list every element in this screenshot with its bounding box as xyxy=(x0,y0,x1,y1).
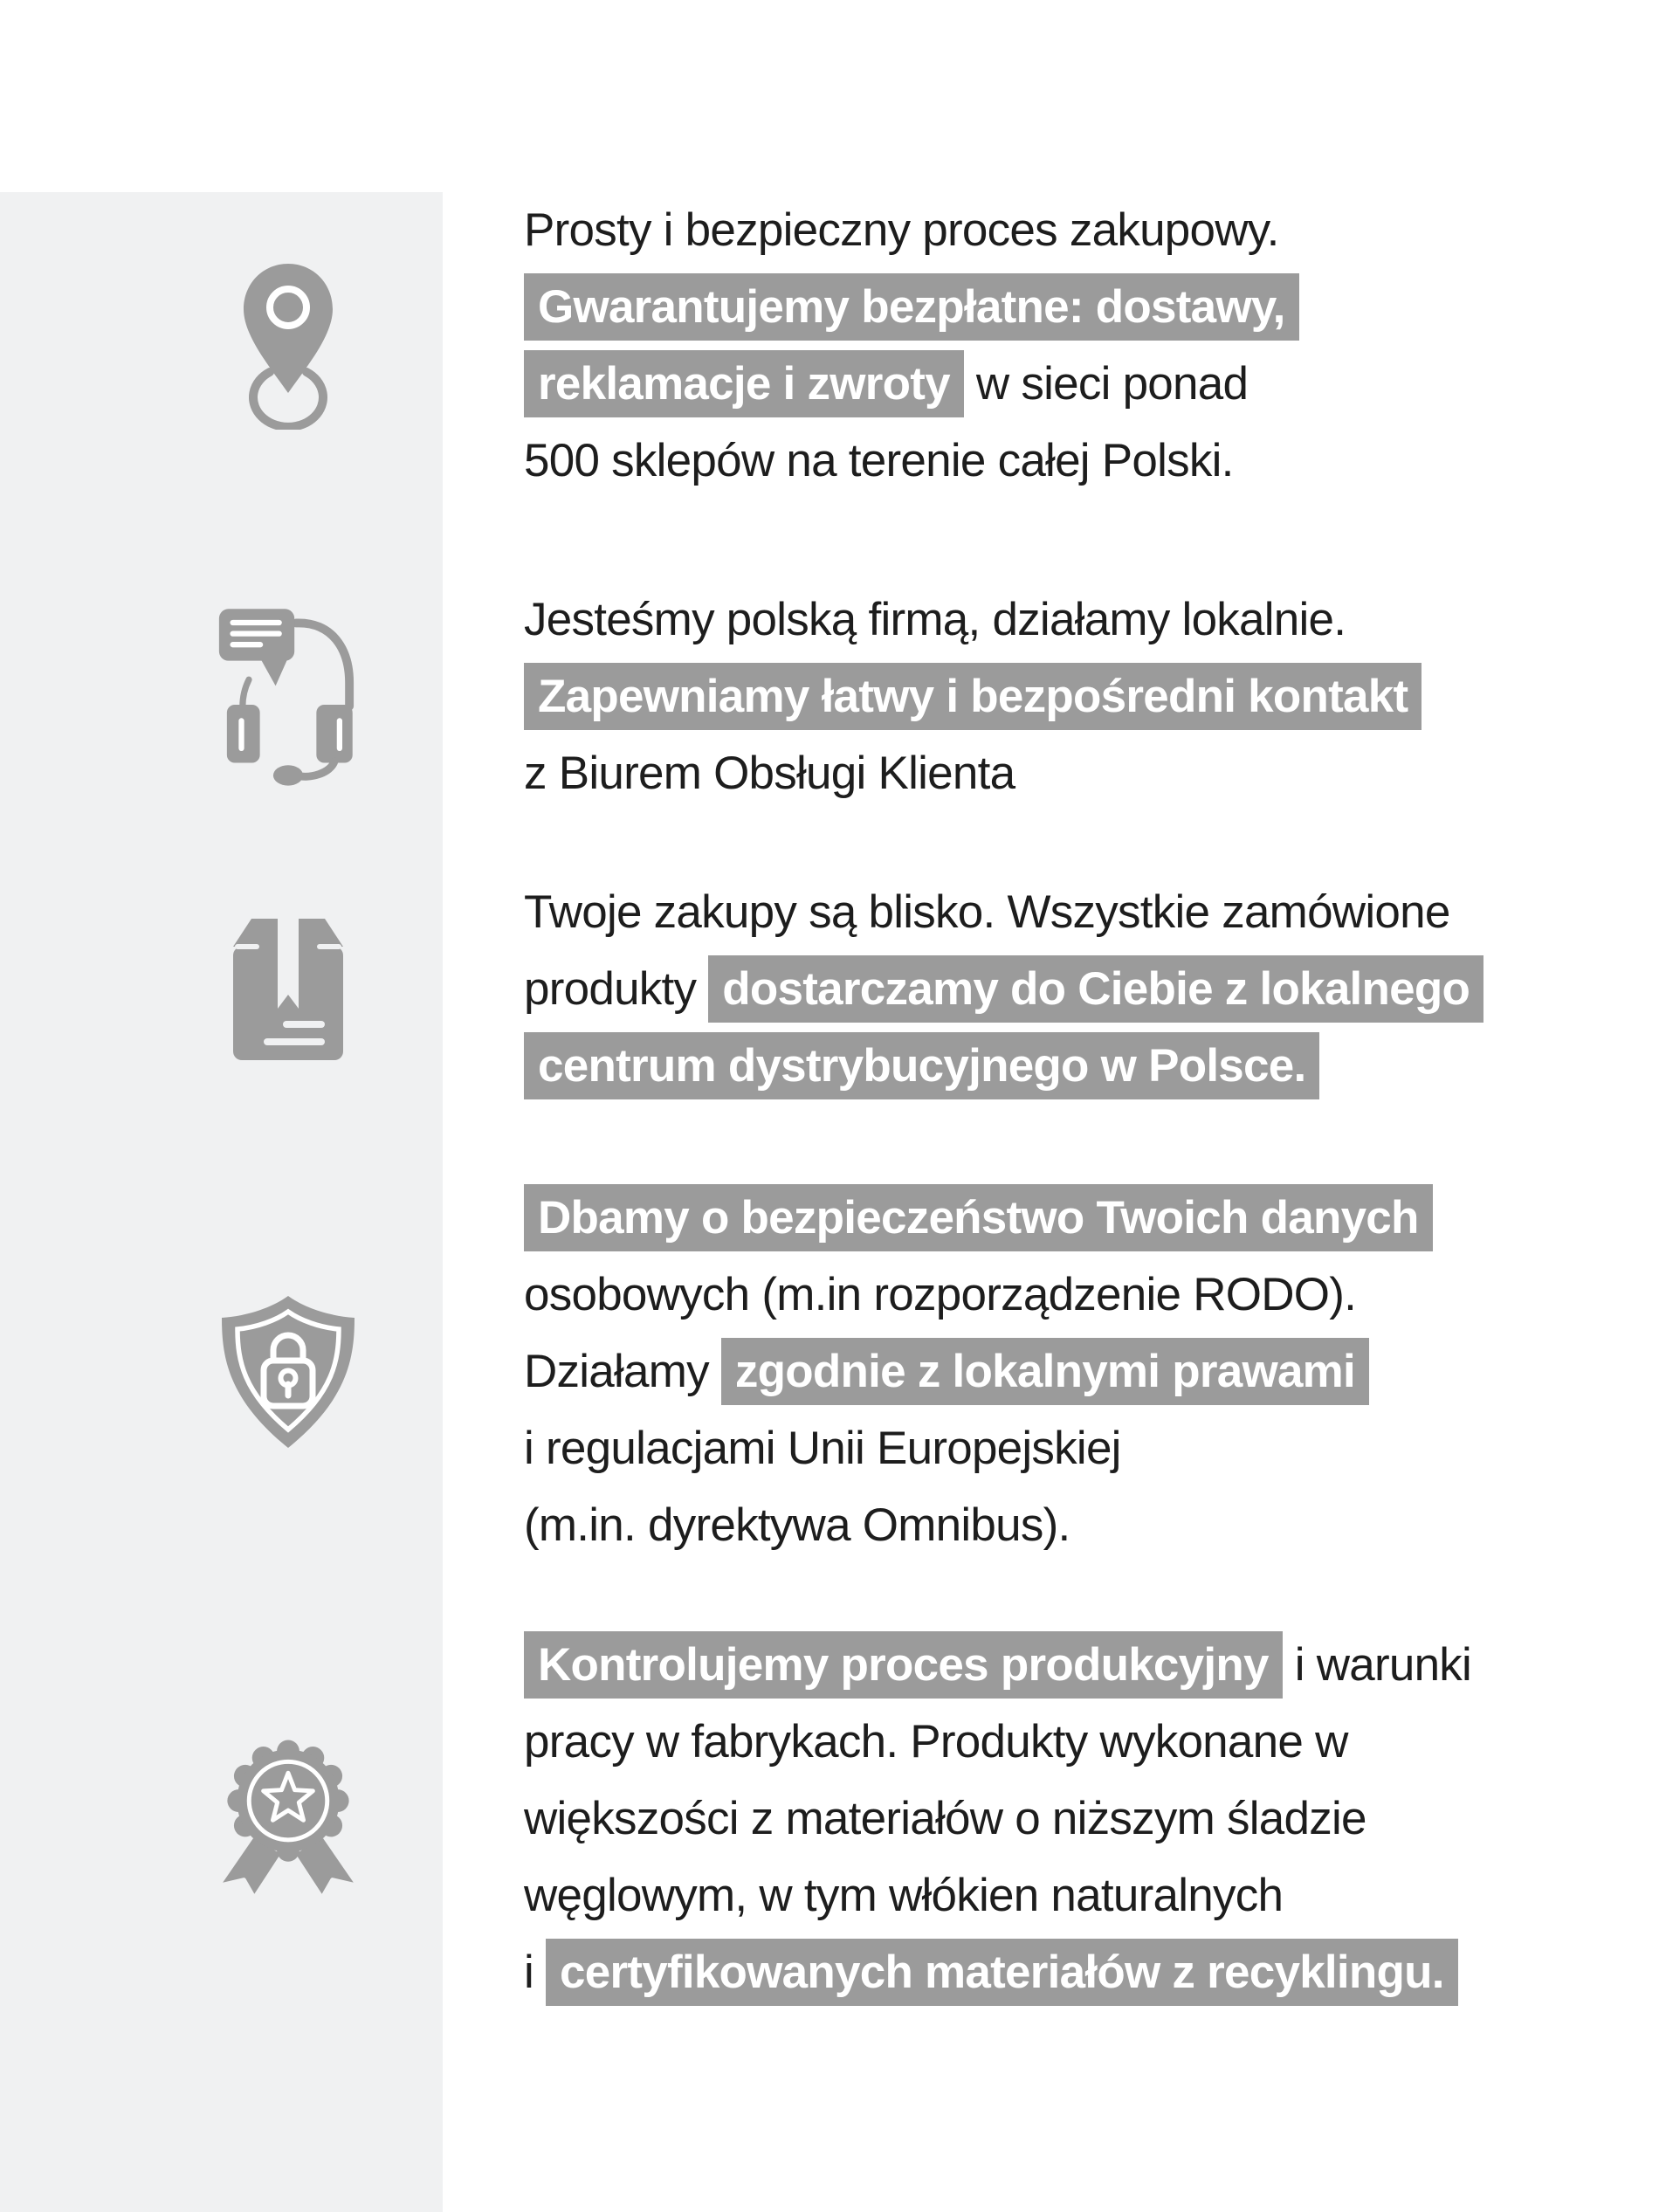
icon-column xyxy=(0,582,443,812)
icon-column xyxy=(0,1627,443,2011)
highlighted-text-segment: Dbamy o bezpieczeństwo Twoich danych xyxy=(524,1184,1433,1251)
location-pin-icon xyxy=(242,262,334,430)
text-segment: z Biurem Obsługi Klienta xyxy=(524,748,1015,799)
benefit-text-line xyxy=(524,1410,1433,1487)
award-badge-icon xyxy=(208,1739,369,1900)
text-segment: Prosty i bezpieczny proces zakupowy. xyxy=(524,204,1279,256)
highlighted-text-segment: Kontrolujemy proces produkcyjny xyxy=(524,1631,1283,1699)
benefit-production-control xyxy=(0,1627,1659,2011)
highlighted-text-segment: zgodnie z lokalnymi prawami xyxy=(721,1338,1369,1405)
text-segment: osobowych (m.in rozporządzenie RODO). xyxy=(524,1269,1357,1320)
benefit-local-distribution xyxy=(0,874,1659,1105)
text-segment: w sieci ponad xyxy=(963,358,1249,410)
benefit-text-line xyxy=(524,192,1299,269)
text-segment: pracy w fabrykach. Produkty wykonane w xyxy=(524,1716,1348,1768)
highlighted-text-segment: certyfikowanych materiałów z recyklingu. xyxy=(546,1939,1458,2006)
benefit-text xyxy=(443,1180,1433,1564)
benefits-list xyxy=(0,192,1659,2011)
benefit-text xyxy=(443,582,1422,812)
benefit-text xyxy=(443,1627,1471,2011)
benefit-text xyxy=(443,192,1299,500)
benefit-text-line xyxy=(524,1257,1433,1333)
text-segment: węglowym, w tym włókien naturalnych xyxy=(524,1870,1284,1921)
benefit-text-line xyxy=(524,951,1483,1028)
benefit-text-line xyxy=(524,1934,1471,2011)
benefit-text-line xyxy=(524,1028,1483,1105)
text-segment: Jesteśmy polską firmą, działamy lokalnie. xyxy=(524,594,1346,645)
highlighted-text-segment: dostarczamy do Ciebie z lokalnego xyxy=(708,955,1483,1023)
shield-lock-icon xyxy=(215,1294,361,1450)
text-segment: produkty xyxy=(524,963,709,1015)
text-segment: i xyxy=(524,1947,546,1998)
benefit-text-line xyxy=(524,1487,1433,1564)
benefit-text-line xyxy=(524,658,1422,735)
package-box-icon xyxy=(233,919,343,1060)
benefit-text-line xyxy=(524,423,1299,500)
benefit-text-line xyxy=(524,1781,1471,1857)
benefit-data-security xyxy=(0,1180,1659,1564)
highlighted-text-segment: Zapewniamy łatwy i bezpośredni kontakt xyxy=(524,663,1422,730)
highlighted-text-segment: Gwarantujemy bezpłatne: dostawy, xyxy=(524,273,1299,341)
benefit-text-line xyxy=(524,582,1422,658)
benefit-text xyxy=(443,874,1483,1105)
benefit-text-line xyxy=(524,1333,1433,1410)
benefit-text-line xyxy=(524,1627,1471,1704)
benefit-text-line xyxy=(524,735,1422,812)
highlighted-text-segment: reklamacje i zwroty xyxy=(524,350,964,417)
benefit-text-line xyxy=(524,1857,1471,1934)
benefit-text-line xyxy=(524,346,1299,423)
text-segment: większości z materiałów o niższym śladzie xyxy=(524,1793,1366,1844)
benefit-free-delivery xyxy=(0,192,1659,500)
text-segment: i regulacjami Unii Europejskiej xyxy=(524,1423,1121,1474)
benefit-text-line xyxy=(524,874,1483,951)
benefit-text-line xyxy=(524,269,1299,346)
text-segment: 500 sklepów na terenie całej Polski. xyxy=(524,435,1234,486)
benefits-page xyxy=(0,192,1659,2212)
text-segment: Twoje zakupy są blisko. Wszystkie zamówione xyxy=(524,886,1450,938)
benefit-local-contact xyxy=(0,582,1659,812)
text-segment: i warunki xyxy=(1282,1639,1472,1691)
icon-column xyxy=(0,1180,443,1564)
highlighted-text-segment: centrum dystrybucyjnego w Polsce. xyxy=(524,1032,1319,1099)
icon-column xyxy=(0,874,443,1105)
headset-support-icon xyxy=(217,608,359,787)
benefit-text-line xyxy=(524,1180,1433,1257)
benefit-text-line xyxy=(524,1704,1471,1781)
text-segment: (m.in. dyrektywa Omnibus). xyxy=(524,1499,1070,1551)
icon-column xyxy=(0,192,443,500)
text-segment: Działamy xyxy=(524,1346,721,1397)
